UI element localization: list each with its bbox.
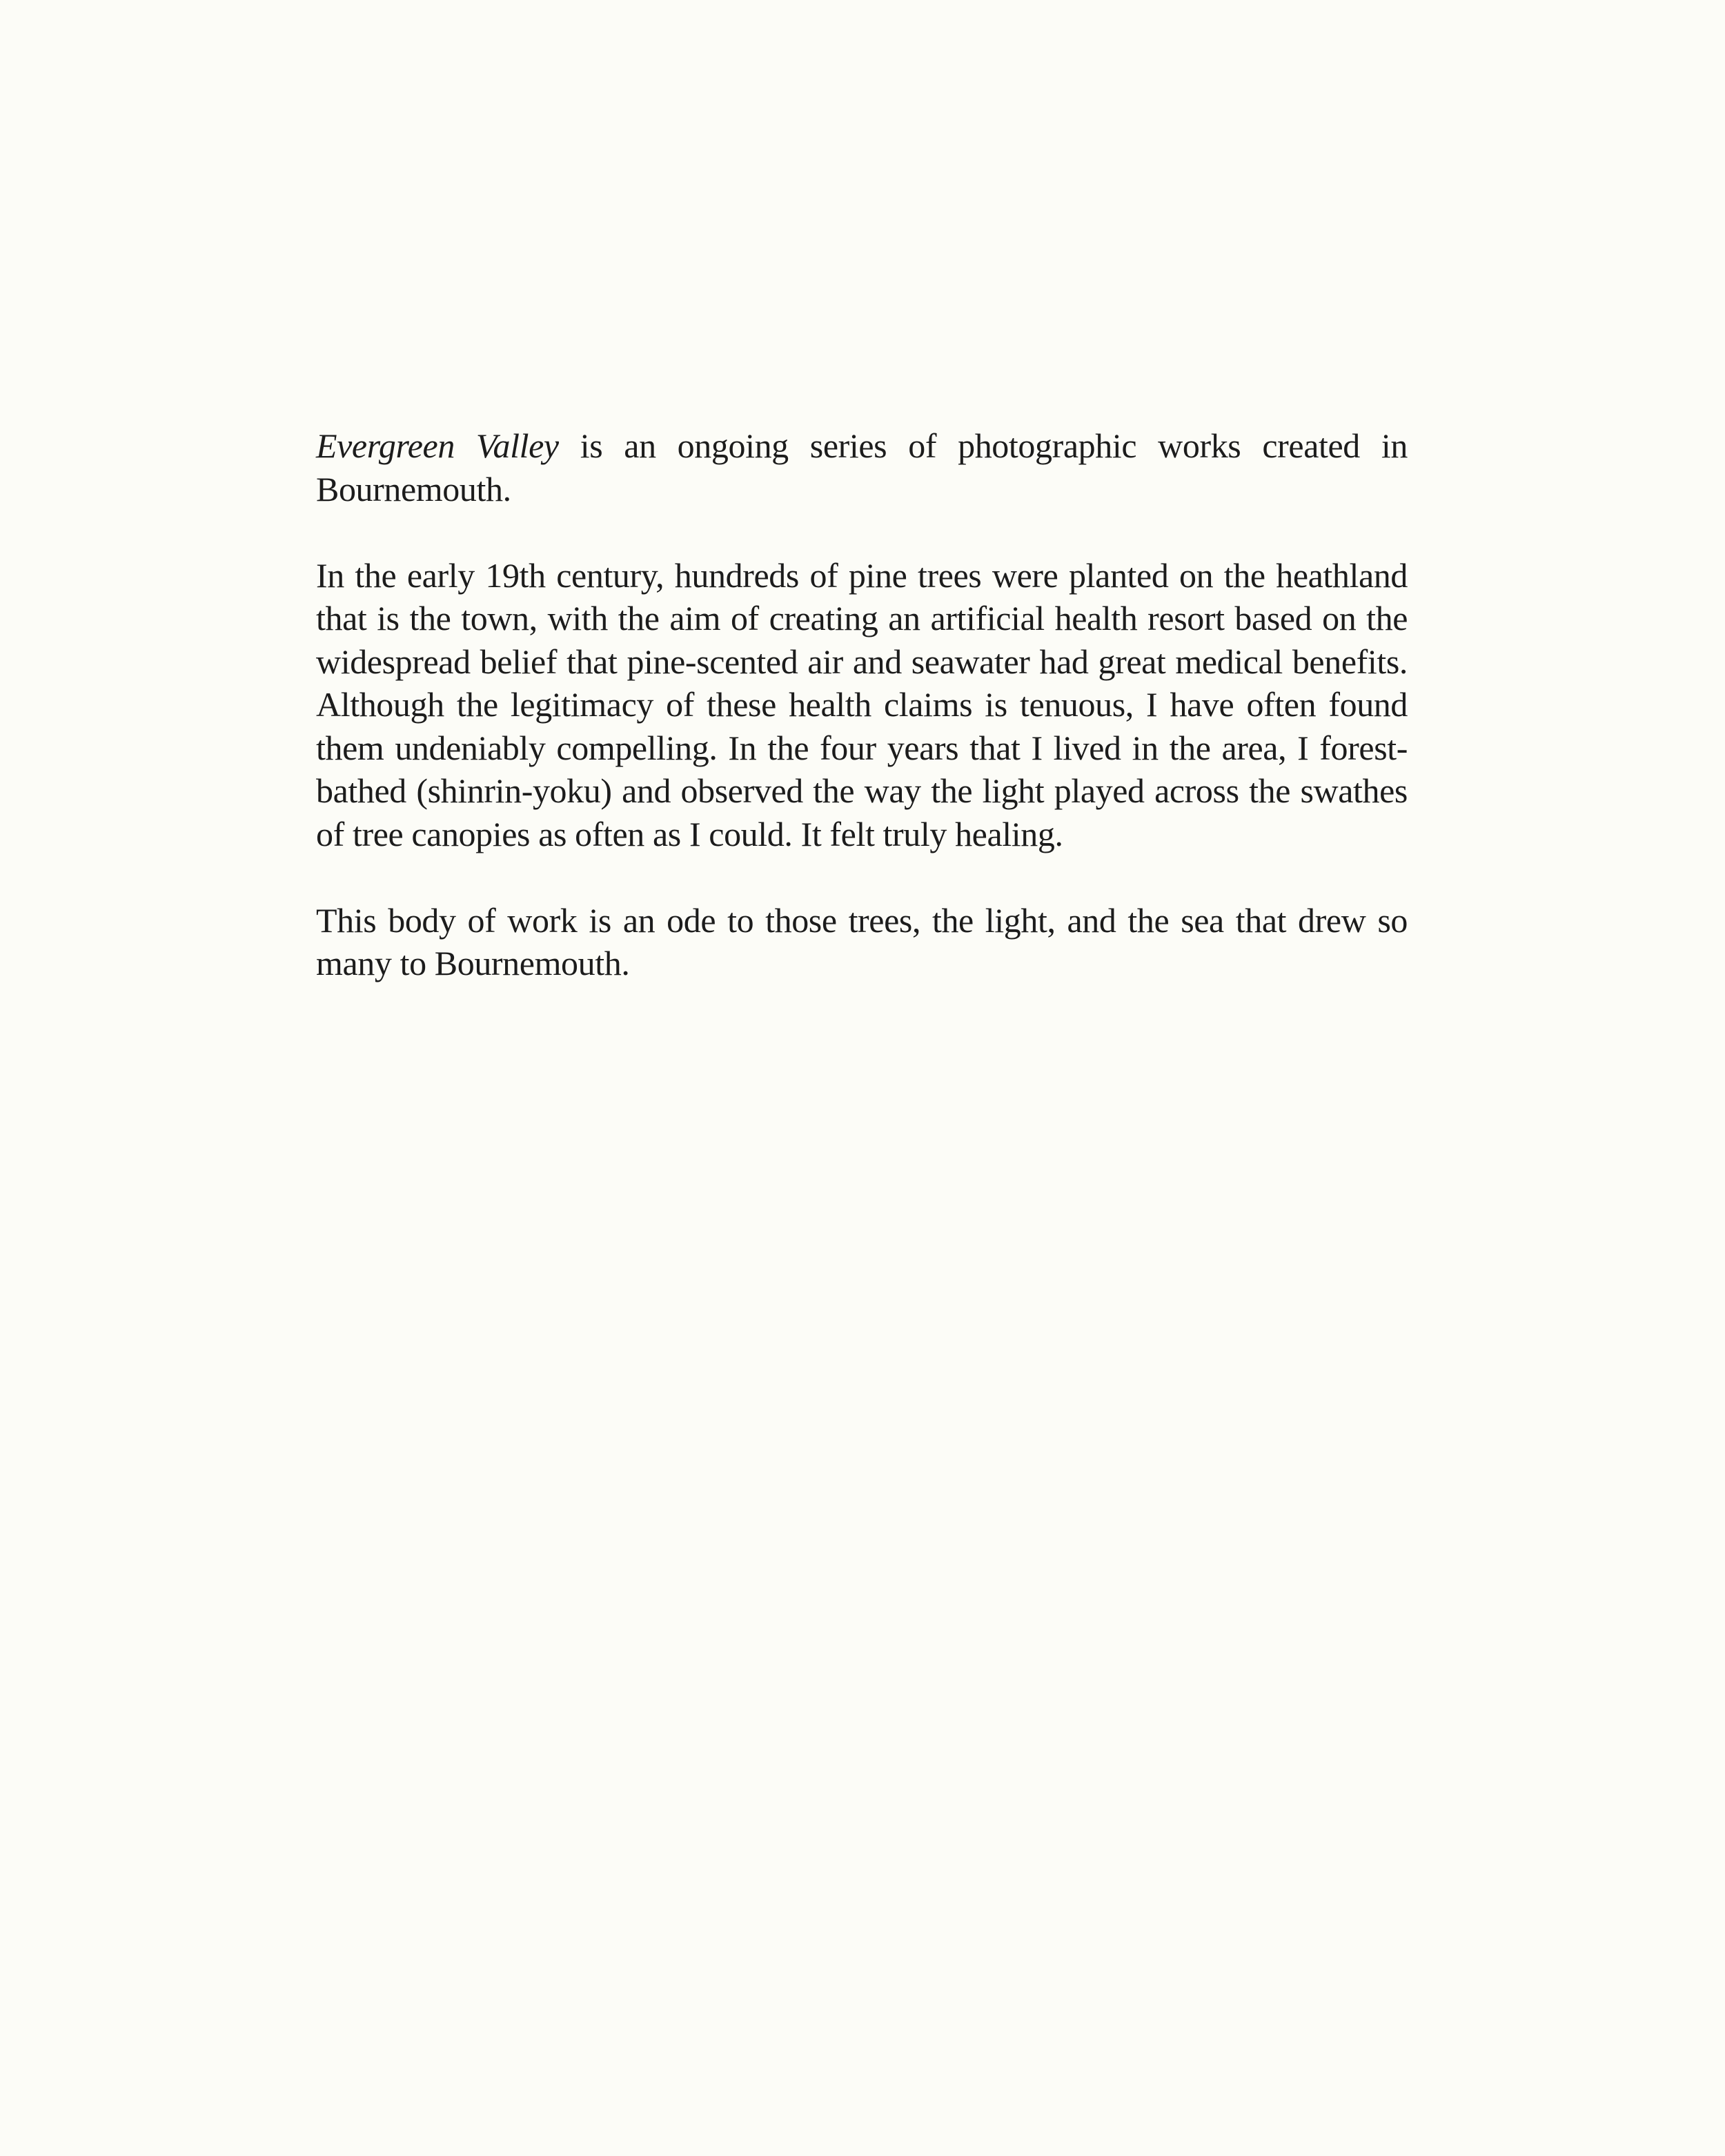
statement-paragraph-intro xyxy=(316,424,1408,511)
statement-paragraph-ode: This body of work is an ode to those trees, the light, and the sea that drew so many to Bournemouth. xyxy=(316,900,1408,982)
artist-statement xyxy=(316,424,1408,1028)
intro-text: is an ongoing series of photographic works created in Bournemouth. xyxy=(316,426,1408,508)
series-title: Evergreen Valley xyxy=(316,426,559,465)
statement-paragraph-history: In the early 19th century, hundreds of pine trees were planted on the heathland that is the town, with the aim of creating an artificial health resort based on the widespread belief that pine-scented air and seawater had great medical benefits. Although the legitimacy of these health claims is tenuous, I have often found them undeniably compelling. In the four years that I lived in the area, I forest-bathed (shinrin-yoku) and observed the way the light played across the swathes of tree canopies as often as I could. It felt truly healing. xyxy=(316,555,1408,853)
